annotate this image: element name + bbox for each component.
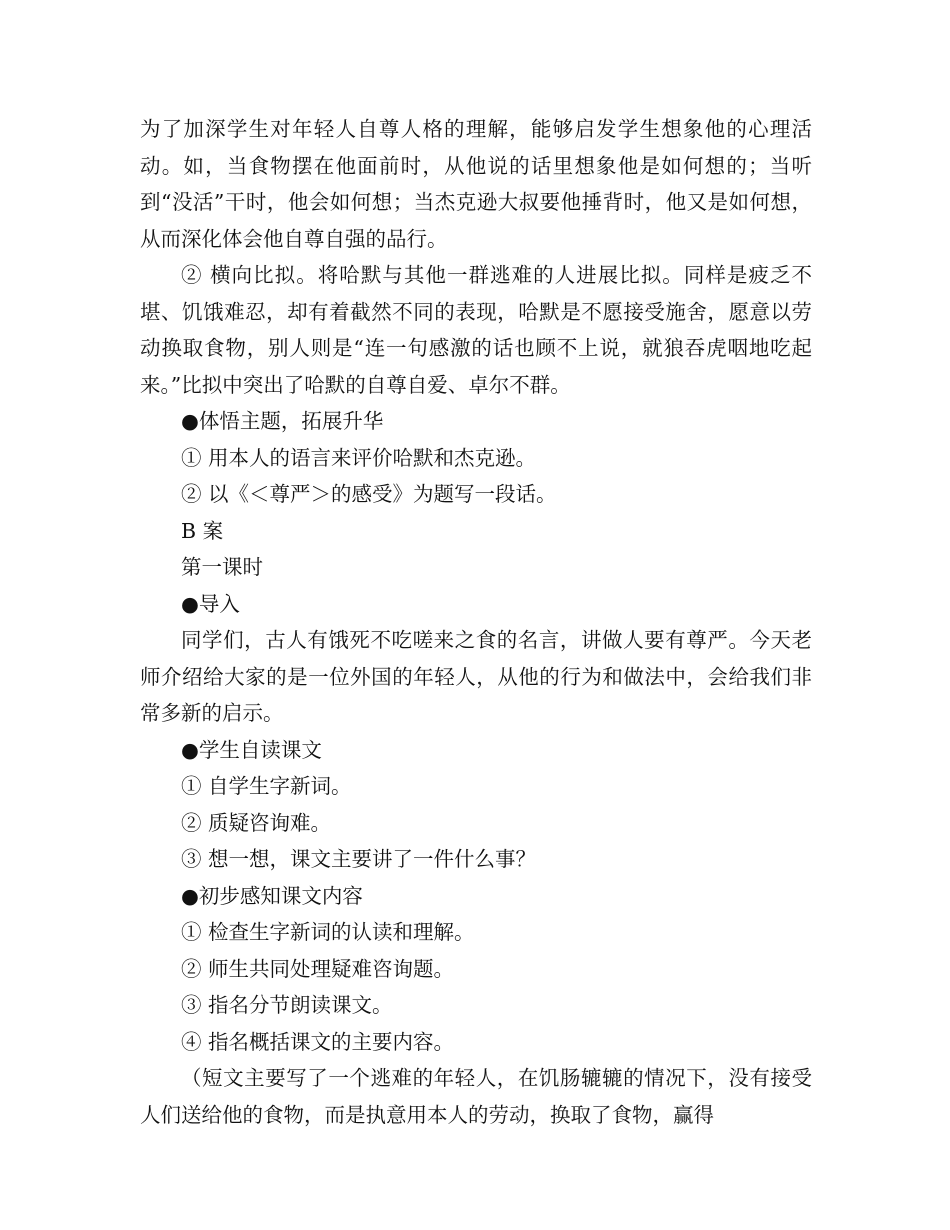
list-item: ① 自学生字新词。 <box>181 774 352 798</box>
list-item: ③ 想一想，课文主要讲了一件什么事？ <box>181 847 537 871</box>
body-paragraph: ② 横向比拟。将哈默与其他一群逃难的人进展比拟。同样是疲乏不堪、饥饿难忍，却有着截然不同的表现，哈默是不愿接受施舍，愿意以劳动换取食物，别人则是“连一句感激的话也顾不上说，就狼吞虎咽地吃起来。”比拟中突出了哈默的自尊自爱、卓尔不群。 <box>140 263 812 397</box>
document-body <box>140 111 812 1133</box>
section-heading: ●初步感知课文内容 <box>181 883 363 908</box>
section-heading: ●导入 <box>181 591 240 616</box>
body-paragraph: 同学们，古人有饿死不吃嗟来之食的名言，讲做人要有尊严。今天老师介绍给大家的是一位外国的年轻人，从他的行为和做法中，会给我们非常多新的启示。 <box>140 628 812 725</box>
list-item: ① 用本人的语言来评价哈默和杰克逊。 <box>181 445 537 470</box>
lesson-heading: 第一课时 <box>181 555 263 579</box>
body-paragraph: （短文主要写了一个逃难的年轻人，在饥肠辘辘的情况下，没有接受人们送给他的食物，而是执意用本人的劳动，换取了食物，赢得 <box>140 1066 812 1127</box>
list-item: ① 检查生字新词的认读和理解。 <box>181 920 475 944</box>
section-heading: ●体悟主题，拓展升华 <box>181 409 384 433</box>
plan-heading: B 案 <box>181 518 224 543</box>
list-item: ② 师生共同处理疑难咨询题。 <box>181 956 455 981</box>
list-item: ② 以《＜尊严＞的感受》为题写一段话。 <box>181 482 557 506</box>
list-item: ③ 指名分节朗读课文。 <box>181 993 393 1017</box>
list-item: ② 质疑咨询难。 <box>181 810 332 835</box>
section-heading: ●学生自读课文 <box>181 737 322 762</box>
body-paragraph: 为了加深学生对年轻人自尊人格的理解，能够启发学生想象他的心理活动。如，当食物摆在他面前时，从他说的话里想象他是如何想的；当听到“没活”干时，他会如何想；当杰克逊大叔要他捶背时，他又是如何想，从而深化体会他自尊自强的品行。 <box>140 117 812 251</box>
list-item: ④ 指名概括课文的主要内容。 <box>181 1029 455 1054</box>
